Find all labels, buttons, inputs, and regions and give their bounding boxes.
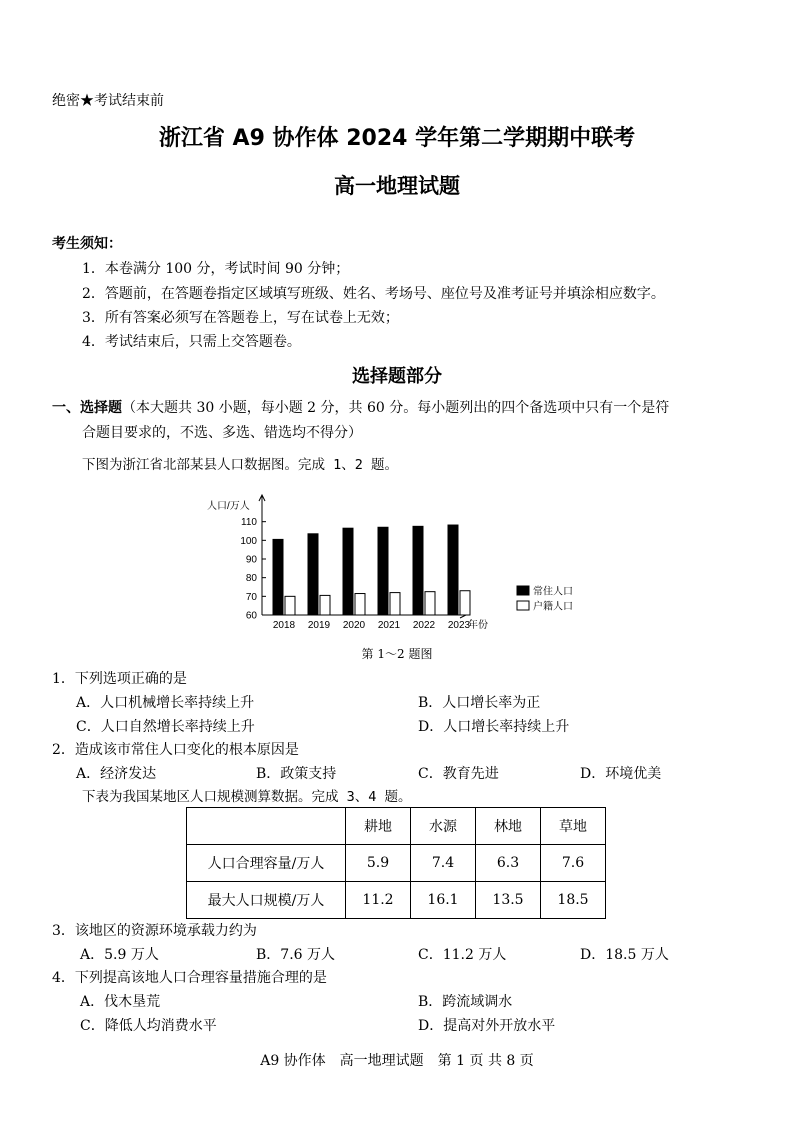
population-table (186, 807, 606, 919)
option: B．人口增长率为正 (418, 695, 541, 711)
option: B．跨流域调水 (418, 994, 513, 1010)
x-tick-label: 2020 (342, 620, 366, 631)
option: B．政策支持 (256, 766, 337, 782)
table-header-cell: 林地 (476, 808, 541, 845)
x-tick-label: 2023 (447, 620, 471, 631)
part-desc-1: （本大题共 30 小题，每小题 2 分，共 60 分。每小题列出的四个备选项中只有一个是符 (122, 400, 670, 416)
table-cell: 7.6 (541, 845, 606, 882)
y-tick-label: 90 (245, 554, 257, 566)
intro-q3-4: 下表为我国某地区人口规模测算数据。完成 3、4 题。 (82, 789, 412, 805)
x-tick-label: 2021 (377, 620, 401, 631)
bar-registered (425, 592, 435, 615)
x-axis-label: 年份 (468, 620, 488, 631)
bar-registered (320, 595, 330, 615)
table-header-cell: 草地 (541, 808, 606, 845)
legend-swatch (517, 586, 529, 595)
bar-registered (355, 594, 365, 615)
option: D．18.5 万人 (580, 947, 669, 963)
option: A．伐木垦荒 (80, 994, 161, 1010)
option: D．提高对外开放水平 (418, 1018, 556, 1034)
y-tick-label: 60 (245, 610, 257, 622)
population-chart (200, 485, 573, 637)
legend-label: 户籍人口 (533, 601, 573, 613)
page-footer: A9 协作体 高一地理试题 第 1 页 共 8 页 (260, 1053, 534, 1069)
notice-item: 2．答题前，在答题卷指定区域填写班级、姓名、考场号、座位号及准考证号并填涂相应数字。 (82, 286, 665, 302)
bar-registered (285, 596, 295, 615)
notice-heading: 考生须知： (52, 236, 122, 252)
option: C．降低人均消费水平 (80, 1018, 217, 1034)
option: B．7.6 万人 (256, 947, 336, 963)
x-tick-label: 2018 (272, 620, 296, 631)
table-cell: 11.2 (346, 882, 411, 919)
chart-caption: 第 1～2 题图 (361, 647, 433, 661)
table-header-row (187, 808, 606, 845)
notice-item: 3．所有答案必须写在答题卷上，写在试卷上无效； (82, 310, 399, 326)
table-header-cell: 耕地 (346, 808, 411, 845)
bar-registered (460, 591, 470, 615)
notice-item: 1．本卷满分 100 分，考试时间 90 分钟； (82, 261, 350, 277)
table-cell: 7.4 (411, 845, 476, 882)
table-row (187, 845, 606, 882)
option: D．环境优美 (580, 766, 662, 782)
x-tick-label: 2022 (412, 620, 436, 631)
y-tick-label: 100 (240, 535, 257, 547)
part-heading (52, 397, 669, 417)
exam-subtitle: 高一地理试题 (334, 174, 460, 198)
table-header-cell: 水源 (411, 808, 476, 845)
option: A．5.9 万人 (80, 947, 159, 963)
notice-item: 4．考试结束后，只需上交答题卷。 (82, 334, 301, 350)
y-axis-label: 人口/万人 (207, 501, 250, 512)
option: A．人口机械增长率持续上升 (76, 695, 255, 711)
question-stem: 3．该地区的资源环境承载力约为 (52, 923, 257, 939)
question-stem: 4．下列提高该地人口合理容量措施合理的是 (52, 970, 327, 986)
part-desc-2: 合题目要求的，不选、多选、错选均不得分） (82, 425, 362, 441)
question-stem: 2．造成该市常住人口变化的根本原因是 (52, 742, 299, 758)
bar-resident (308, 534, 318, 615)
section-title: 选择题部分 (352, 366, 442, 387)
option: C．11.2 万人 (418, 947, 507, 963)
table-row (187, 882, 606, 919)
table-row-label: 人口合理容量/万人 (187, 845, 346, 882)
bar-resident (273, 539, 283, 615)
bar-registered (390, 593, 400, 615)
part-label: 一、选择题 (52, 400, 122, 416)
table-cell: 5.9 (346, 845, 411, 882)
exam-title: 浙江省 A9 协作体 2024 学年第二学期期中联考 (158, 126, 636, 151)
option: D．人口增长率持续上升 (418, 719, 570, 735)
bar-resident (413, 526, 423, 615)
x-tick-label: 2019 (307, 620, 331, 631)
table-cell: 18.5 (541, 882, 606, 919)
question-stem: 1．下列选项正确的是 (52, 671, 187, 687)
bar-resident (448, 525, 458, 615)
legend-swatch (517, 601, 529, 610)
bar-resident (343, 528, 353, 615)
table-cell: 16.1 (411, 882, 476, 919)
y-tick-label: 70 (245, 591, 257, 603)
table-row-label: 最大人口规模/万人 (187, 882, 346, 919)
table-cell: 6.3 (476, 845, 541, 882)
legend-label: 常住人口 (533, 586, 573, 598)
confidential-label: 绝密★考试结束前 (52, 93, 164, 109)
option: A．经济发达 (76, 766, 157, 782)
option: C．教育先进 (418, 766, 499, 782)
y-tick-label: 80 (245, 573, 257, 585)
y-tick-label: 110 (241, 517, 257, 529)
intro-q1-2: 下图为浙江省北部某县人口数据图。完成 1、2 题。 (82, 457, 399, 473)
option: C．人口自然增长率持续上升 (76, 719, 255, 735)
table-cell: 13.5 (476, 882, 541, 919)
bar-resident (378, 527, 388, 615)
table-cell (187, 808, 346, 845)
